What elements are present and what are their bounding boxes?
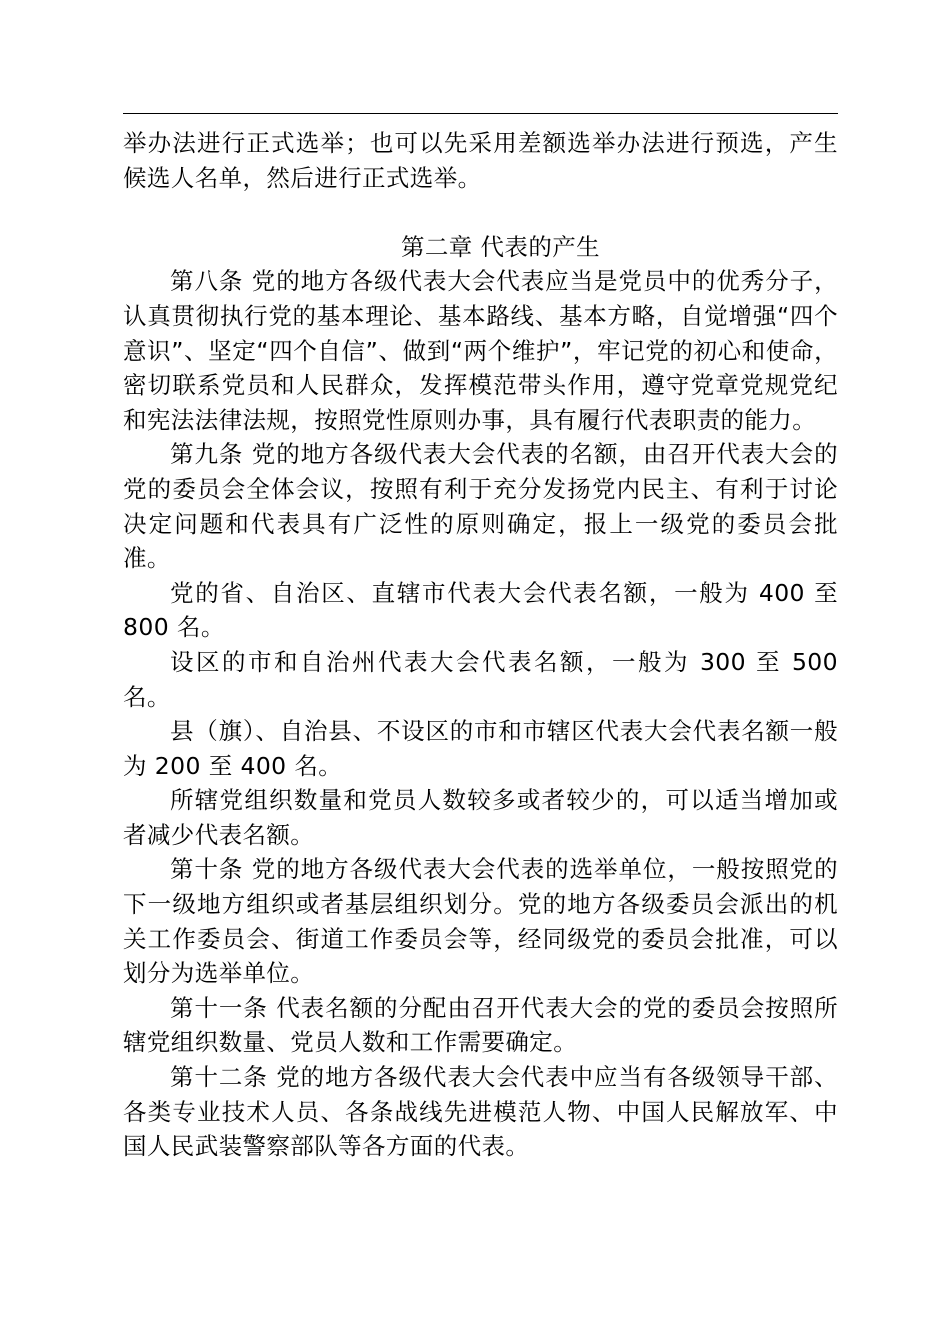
paragraph-article-10: 第十条 党的地方各级代表大会代表的选举单位，一般按照党的下一级地方组织或者基层组织划分。党的地方各级委员会派出的机关工作委员会、街道工作委员会等，经同级党的委员会批准，可以划分为选举单位。 [123, 855, 838, 988]
paragraph-continued-article-7: 举办法进行正式选举；也可以先采用差额选举办法进行预选，产生候选人名单，然后进行正式选举。 [123, 129, 838, 192]
paragraph-gap [123, 195, 838, 230]
chapter-title: 第二章 代表的产生 [400, 232, 601, 261]
paragraph-article-8: 第八条 党的地方各级代表大会代表应当是党员中的优秀分子，认真贯彻执行党的基本理论、基本路线、基本方略，自觉增强“四个意识”、坚定“四个自信”、做到“两个维护”，牢记党的初心和使命，密切联系党员和人民群众，发挥模范带头作用，遵守党章党规党纪和宪法法律法规，按照党性原则办事，具有履行代表职责的能力。 [123, 267, 838, 434]
paragraph-article-9: 第九条 党的地方各级代表大会代表的名额，由召开代表大会的党的委员会全体会议，按照有利于充分发扬党内民主、有利于讨论决定问题和代表具有广泛性的原则确定，报上一级党的委员会批准。 [123, 440, 838, 573]
paragraph-city-quota: 设区的市和自治州代表大会代表名额，一般为 300 至 500 名。 [123, 647, 838, 711]
paragraph-article-12: 第十二条 党的地方各级代表大会代表中应当有各级领导干部、各类专业技术人员、各条战线先进模范人物、中国人民解放军、中国人民武装警察部队等各方面的代表。 [123, 1063, 838, 1161]
paragraph-article-11: 第十一条 代表名额的分配由召开代表大会的党的委员会按照所辖党组织数量、党员人数和工作需要确定。 [123, 993, 838, 1057]
paragraph-county-quota: 县（旗）、自治县、不设区的市和市辖区代表大会代表名额一般为 200 至 400 名。 [123, 717, 838, 780]
document-body [123, 126, 838, 1164]
paragraph-quota-adjustment: 所辖党组织数量和党员人数较多或者较少的，可以适当增加或者减少代表名额。 [123, 786, 838, 849]
header-rule [123, 113, 838, 114]
paragraph-province-quota: 党的省、自治区、直辖市代表大会代表名额，一般为 400 至 800 名。 [123, 578, 838, 642]
